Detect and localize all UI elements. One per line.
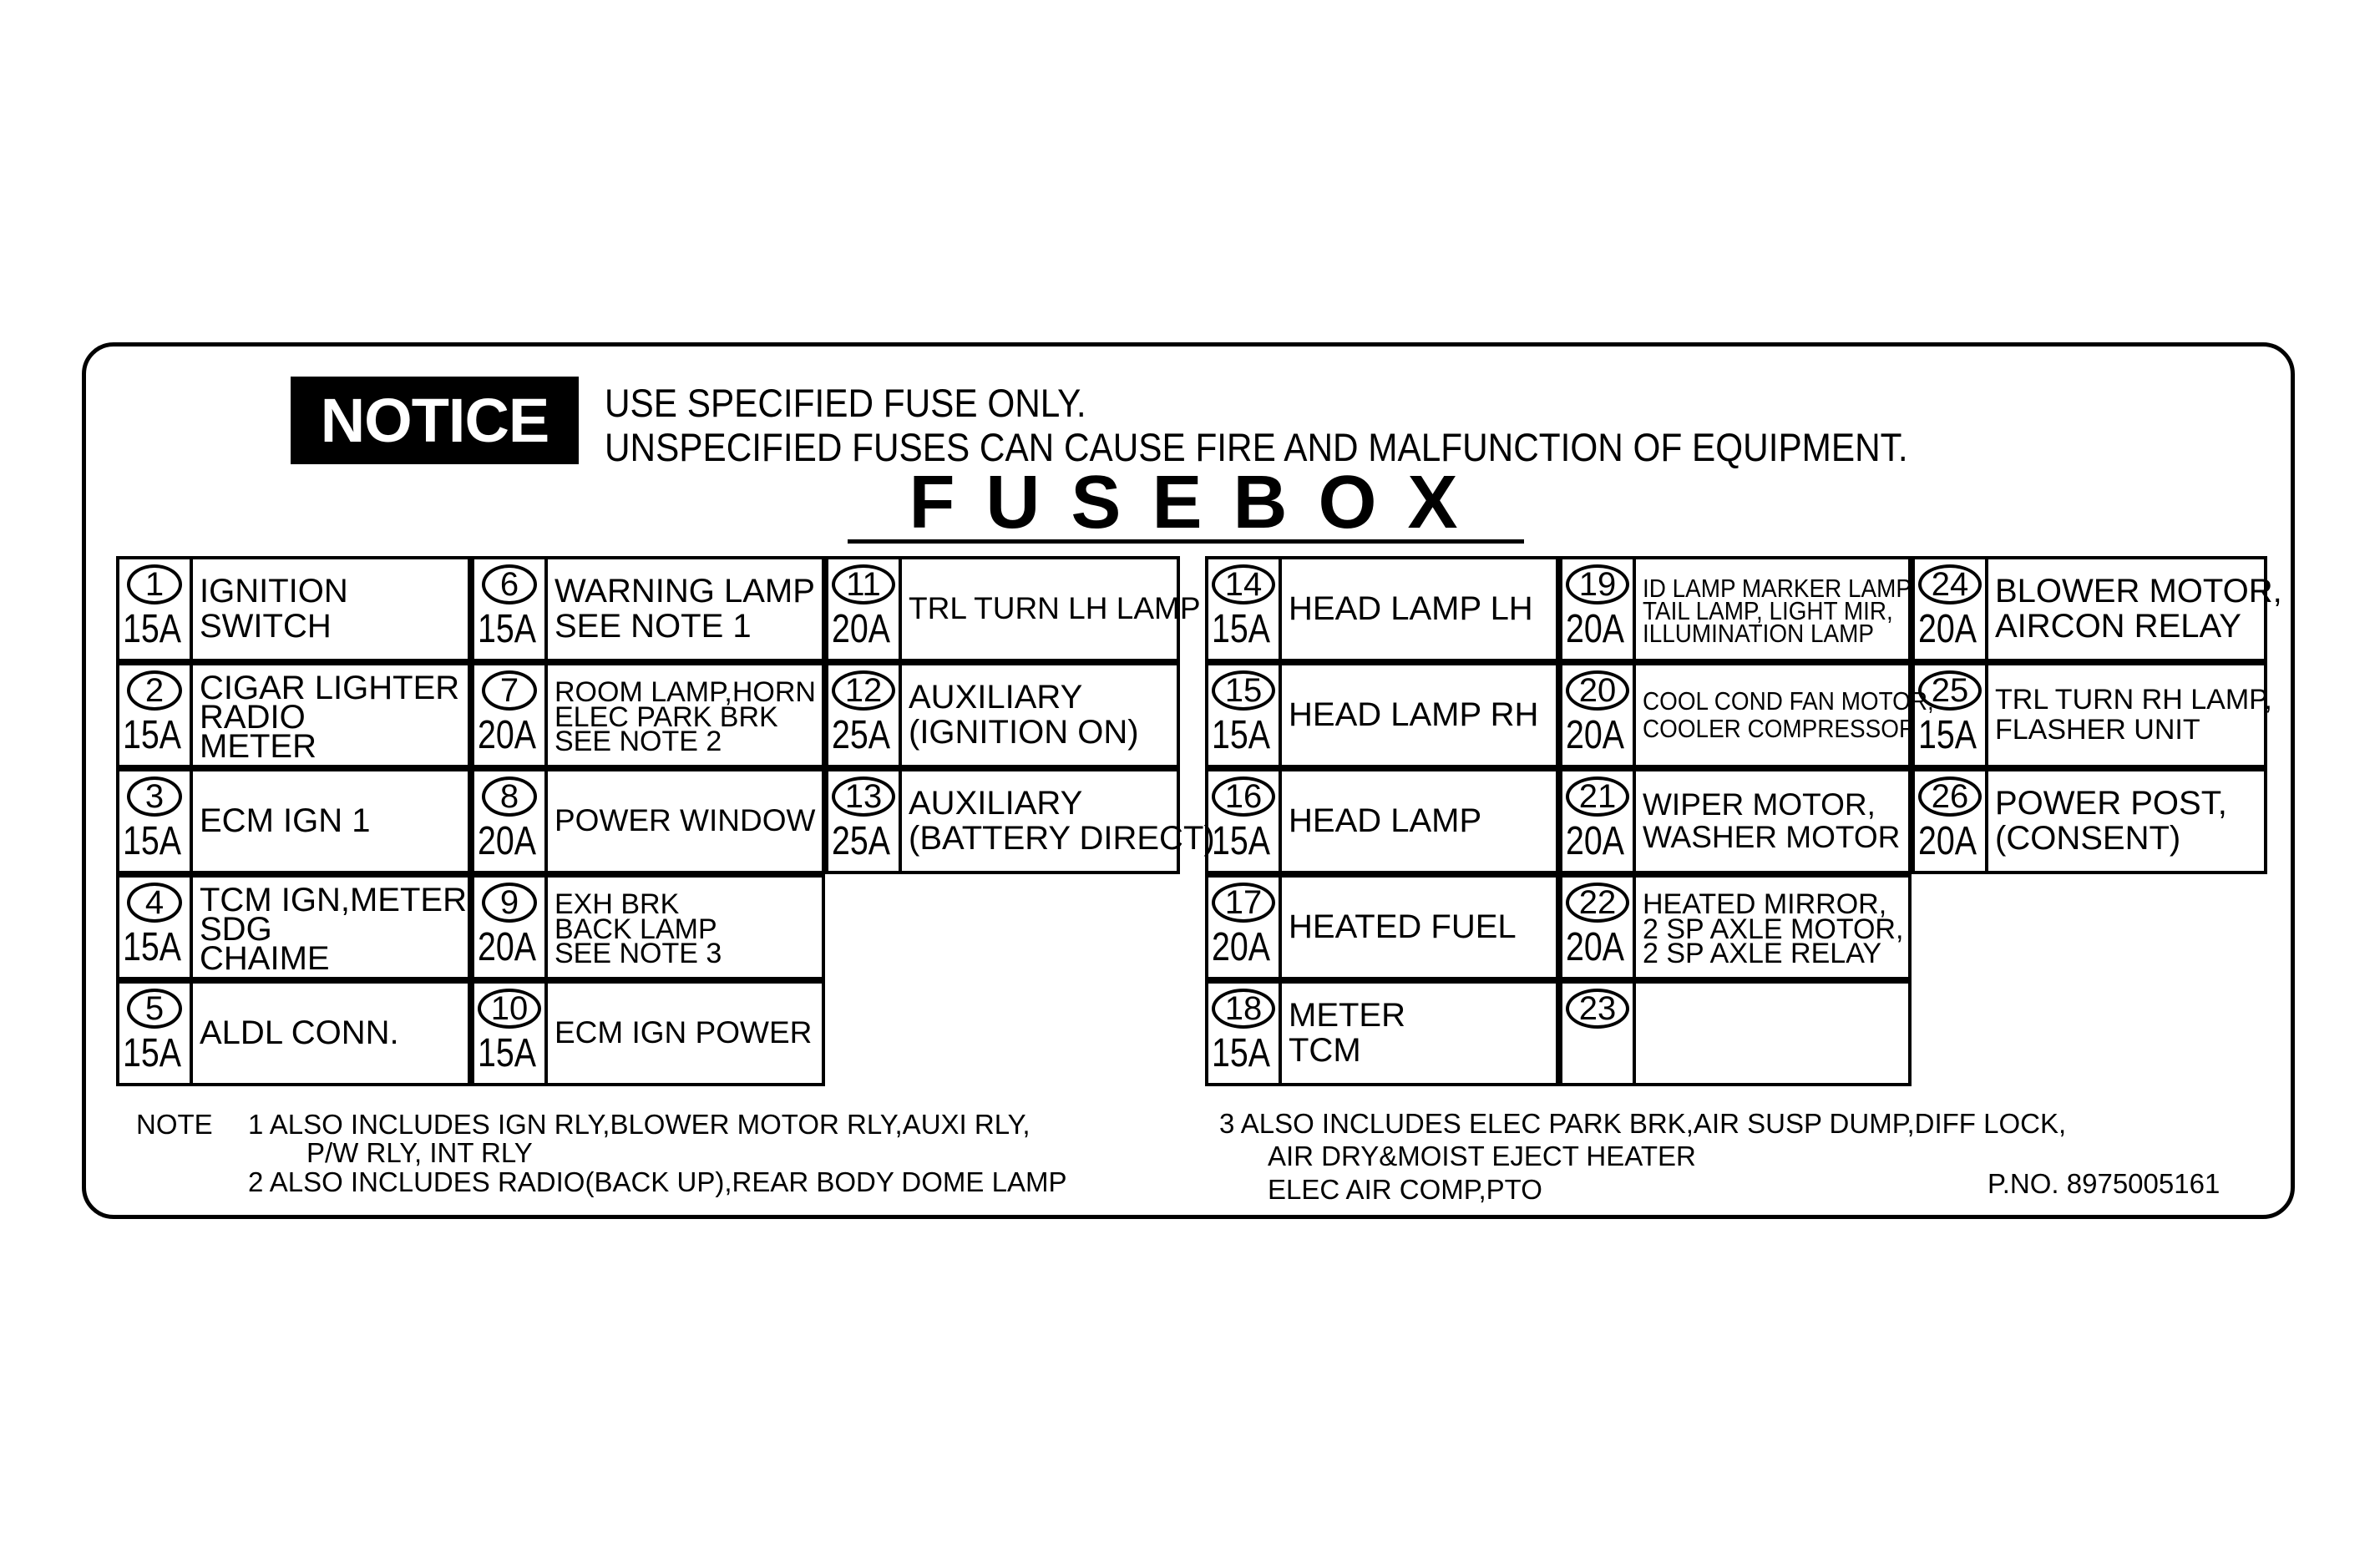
fuse-13-circuit-line: AUXILIARY — [909, 784, 1083, 822]
fuse-17-number-badge: 17 — [1212, 883, 1275, 923]
fuse-4-number-badge: 4 — [127, 883, 182, 923]
fuse-5-amperage: 15A — [123, 1031, 182, 1075]
fuse-16-amperage: 15A — [1212, 819, 1271, 863]
fuse-1-number-badge: 1 — [127, 564, 182, 604]
fuse-14-amperage: 15A — [1212, 607, 1271, 651]
fuse-21-number-badge: 21 — [1566, 776, 1629, 817]
fuse-20-amperage: 20A — [1566, 713, 1625, 757]
fuse-6-circuit-line: SEE NOTE 1 — [554, 607, 752, 645]
fuse-9-number-badge: 9 — [482, 883, 537, 923]
fuse-5-number-badge: 5 — [127, 989, 182, 1029]
fuse-15-number-badge: 15 — [1212, 670, 1275, 711]
fuse-4-circuit-line: TCM IGN,METER — [200, 881, 467, 918]
fuse-8-number-badge: 8 — [482, 776, 537, 817]
note-1-line-1: 1 ALSO INCLUDES IGN RLY,BLOWER MOTOR RLY,AUXI RLY, — [248, 1109, 1030, 1140]
fuse-25-number-badge: 25 — [1918, 670, 1982, 711]
fuse-16-circuit-line: HEAD LAMP — [1289, 802, 1482, 839]
fuse-24-amperage: 20A — [1918, 607, 1977, 651]
note-3-line-2: AIR DRY&MOIST EJECT HEATER — [1268, 1141, 1696, 1171]
fuse-15-circuit-line: HEAD LAMP RH — [1289, 696, 1539, 733]
fuse-11-circuit-line: TRL TURN LH LAMP — [909, 591, 1201, 626]
notice-line-1: USE SPECIFIED FUSE ONLY. — [605, 381, 1086, 425]
fuse-20-circuit-line: COOL COND FAN MOTOR, — [1643, 685, 1934, 716]
fuse-12-number-badge: 12 — [832, 670, 895, 711]
fuse-22-number-badge: 22 — [1566, 883, 1629, 923]
fuse-1-amperage: 15A — [123, 607, 182, 651]
fuse-14-number-badge: 14 — [1212, 564, 1275, 604]
fuse-9-circuit-line: SEE NOTE 3 — [554, 938, 722, 970]
fuse-13-number-badge: 13 — [832, 776, 895, 817]
fuse-17-amperage: 20A — [1212, 925, 1271, 969]
note-heading: NOTE — [136, 1109, 213, 1140]
fuse-9-circuit-line: EXH BRK — [554, 888, 680, 920]
fuse-15-amperage: 15A — [1212, 713, 1271, 757]
fuse-24-number-badge: 24 — [1918, 564, 1982, 604]
fuse-20-circuit-line: COOLER COMPRESSOR — [1643, 713, 1917, 743]
notice-badge: NOTICE — [291, 377, 579, 464]
fuse-12-circuit-line: AUXILIARY — [909, 678, 1083, 716]
fuse-7-number-badge: 7 — [482, 670, 537, 711]
fuse-2-number-badge: 2 — [127, 670, 182, 711]
fuse-2-circuit-line: CIGAR LIGHTER — [200, 669, 460, 706]
fuse-25-circuit-line: TRL TURN RH LAMP, — [1995, 683, 2272, 716]
fuse-19-circuit-line: ID LAMP MARKER LAMP — [1643, 573, 1912, 603]
fuse-box-title: F U S E B O X — [848, 466, 1524, 544]
fuse-2-amperage: 15A — [123, 713, 182, 757]
fuse-14-circuit-line: HEAD LAMP LH — [1289, 589, 1533, 627]
fuse-12-circuit-line: (IGNITION ON) — [909, 713, 1139, 751]
fuse-6-number-badge: 6 — [482, 564, 537, 604]
fuse-4-circuit-line: SDG — [200, 910, 272, 948]
note-3-line-1: 3 ALSO INCLUDES ELEC PARK BRK,AIR SUSP DUMP,DIFF LOCK, — [1219, 1108, 2067, 1139]
fuse-7-circuit-line: ROOM LAMP,HORN — [554, 675, 816, 708]
fuse-6-circuit-line: WARNING LAMP — [554, 572, 815, 610]
fuse-21-circuit-line: WIPER MOTOR, — [1643, 787, 1876, 822]
fuse-6-amperage: 15A — [478, 607, 537, 651]
fuse-3-circuit-line: ECM IGN 1 — [200, 802, 371, 839]
fuse-26-number-badge: 26 — [1918, 776, 1982, 817]
fuse-18-circuit-line: TCM — [1289, 1031, 1361, 1069]
fuse-3-amperage: 15A — [123, 819, 182, 863]
fuse-25-circuit-line: FLASHER UNIT — [1995, 713, 2200, 746]
fuse-26-circuit-line: (CONSENT) — [1995, 819, 2181, 857]
fuse-10-amperage: 15A — [478, 1031, 537, 1075]
fuse-19-amperage: 20A — [1566, 607, 1625, 651]
fuse-9-circuit-line: BACK LAMP — [554, 913, 717, 945]
fuse-1-circuit-line: IGNITION — [200, 572, 348, 610]
fuse-4-circuit-line: CHAIME — [200, 940, 330, 978]
fuse-24-circuit-line: AIRCON RELAY — [1995, 607, 2241, 645]
fuse-4-amperage: 15A — [123, 925, 182, 969]
fuse-7-amperage: 20A — [478, 713, 537, 757]
fuse-21-amperage: 20A — [1566, 819, 1625, 863]
note-2: 2 ALSO INCLUDES RADIO(BACK UP),REAR BODY DOME LAMP — [248, 1166, 1067, 1197]
fuse-18-circuit-line: METER — [1289, 996, 1405, 1034]
fuse-21-circuit-line: WASHER MOTOR — [1643, 819, 1901, 854]
note-3-line-3: ELEC AIR COMP,PTO — [1268, 1174, 1542, 1205]
fuse-8-circuit-line: POWER WINDOW — [554, 803, 816, 838]
fuse-19-circuit-line: ILLUMINATION LAMP — [1643, 619, 1874, 649]
fuse-18-amperage: 15A — [1212, 1031, 1271, 1075]
fuse-19-circuit-line: TAIL LAMP, LIGHT MIR, — [1643, 595, 1893, 625]
note-1-line-2: P/W RLY, INT RLY — [306, 1137, 533, 1168]
fuse-7-circuit-line: SEE NOTE 2 — [554, 726, 722, 758]
fuse-11-amperage: 20A — [832, 607, 891, 651]
fuse-26-amperage: 20A — [1918, 819, 1977, 863]
fuse-20-number-badge: 20 — [1566, 670, 1629, 711]
fuse-13-amperage: 25A — [832, 819, 891, 863]
fuse-17-circuit-line: HEATED FUEL — [1289, 908, 1517, 945]
fuse-22-amperage: 20A — [1566, 925, 1625, 969]
fuse-10-number-badge: 10 — [478, 989, 541, 1029]
fuse-12-amperage: 25A — [832, 713, 891, 757]
fuse-23-circuit-cell — [1633, 980, 1912, 1086]
fuse-2-circuit-line: METER — [200, 728, 316, 766]
fuse-19-number-badge: 19 — [1566, 564, 1629, 604]
fuse-11-number-badge: 11 — [832, 564, 895, 604]
fuse-23-number-badge: 23 — [1566, 989, 1629, 1029]
fuse-9-amperage: 20A — [478, 925, 537, 969]
fuse-10-circuit-line: ECM IGN POWER — [554, 1015, 813, 1050]
fuse-1-circuit-line: SWITCH — [200, 607, 332, 645]
fuse-25-amperage: 15A — [1918, 713, 1977, 757]
notice-line-2: UNSPECIFIED FUSES CAN CAUSE FIRE AND MALFUNCTION OF EQUIPMENT. — [605, 425, 1908, 469]
fuse-16-number-badge: 16 — [1212, 776, 1275, 817]
fuse-3-number-badge: 3 — [127, 776, 182, 817]
fuse-18-number-badge: 18 — [1212, 989, 1275, 1029]
fuse-7-circuit-line: ELEC PARK BRK — [554, 701, 778, 733]
fuse-13-circuit-line: (BATTERY DIRECT) — [909, 819, 1215, 857]
fuse-26-circuit-line: POWER POST, — [1995, 784, 2227, 822]
fuse-24-circuit-line: BLOWER MOTOR, — [1995, 572, 2282, 610]
fuse-5-circuit-line: ALDL CONN. — [200, 1014, 399, 1051]
fuse-8-amperage: 20A — [478, 819, 537, 863]
fuse-22-circuit-line: 2 SP AXLE MOTOR, — [1643, 913, 1904, 945]
part-number: P.NO. 8975005161 — [1988, 1168, 2220, 1199]
fuse-2-circuit-line: RADIO — [200, 698, 306, 736]
fuse-22-circuit-line: 2 SP AXLE RELAY — [1643, 938, 1882, 970]
fuse-22-circuit-line: HEATED MIRROR, — [1643, 888, 1887, 920]
